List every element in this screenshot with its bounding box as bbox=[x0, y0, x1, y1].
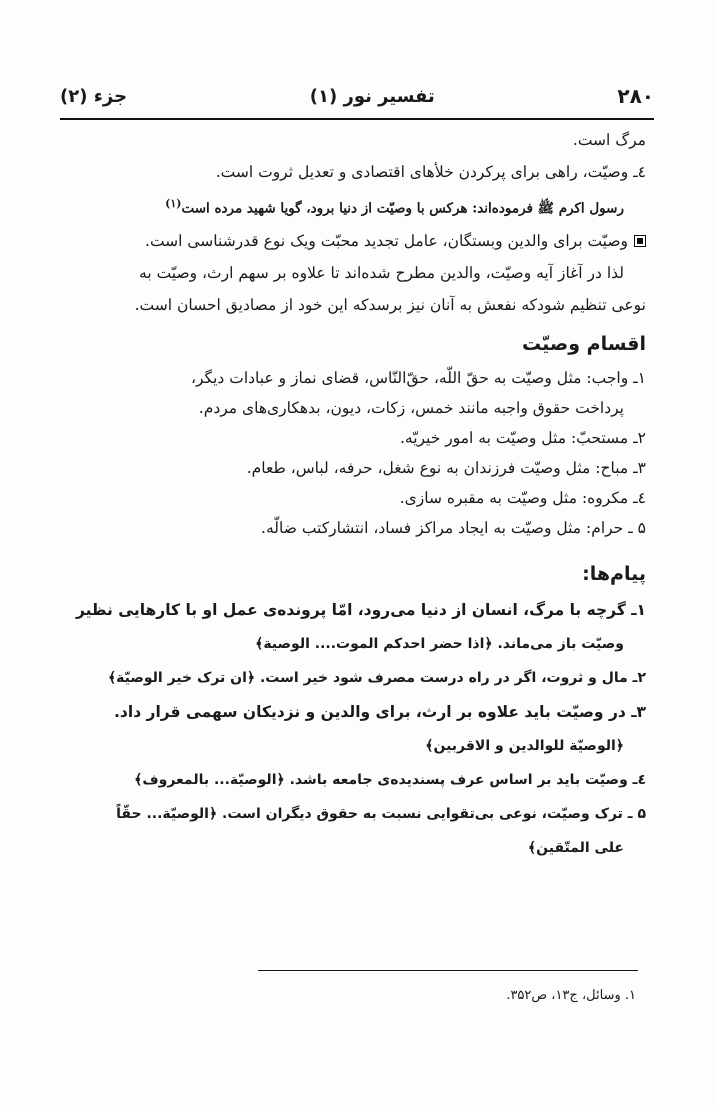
intro-paragraph-line-2: لذا در آغاز آیه وصیّت، والدین مطرح شده‌اند تا علاوه بر سهم ارث، وصیّت به bbox=[139, 263, 624, 282]
message-1: ۱ـ گرچه با مرگ، انسان از دنیا می‌رود، امّا پرونده‌ی عمل او با کارهایی نظیر bbox=[75, 600, 646, 619]
running-header bbox=[60, 78, 654, 114]
types-item-1-cont: پرداخت حقوق واجبه مانند خمس، زکات، دیون، بدهکاری‌های مردم. bbox=[198, 398, 624, 417]
hadith-line bbox=[60, 188, 646, 225]
intro-p1: وصیّت برای والدین وبستگان، عامل تجدید محبّت ویک نوع قدرشناسی است. bbox=[145, 231, 628, 250]
messages-heading: پیام‌ها: bbox=[582, 562, 646, 585]
part-label: جزء (۲) bbox=[60, 85, 128, 107]
types-item-5: ۵ ـ حرام: مثل وصیّت به ایجاد مراکز فساد، انتشارکتب ضالّه. bbox=[261, 518, 646, 537]
header-rule bbox=[60, 118, 654, 120]
message-3: ۳ـ در وصیّت باید علاوه بر ارث، برای والدین و نزدیکان سهمی قرار داد. bbox=[114, 702, 646, 721]
types-heading: اقسام وصیّت bbox=[521, 332, 646, 355]
footnote: ۱. وسائل، ج۱۳، ص۳۵۲. bbox=[506, 988, 636, 1003]
message-5-cont: علی المتّقین﴾ bbox=[527, 839, 624, 856]
types-item-3: ۳ـ مباح: مثل وصیّت فرزندان به نوع شغل، حرفه، لباس، طعام. bbox=[246, 458, 646, 477]
message-2: ۲ـ مال و ثروت، اگر در راه درست مصرف شود خیر است. ﴿ان ترک خیر الوصیّة﴾ bbox=[107, 669, 646, 686]
intro-line-2: ٤ـ وصیّت، راهی برای پرکردن خلأهای اقتصادی و تعدیل ثروت است. bbox=[215, 163, 646, 181]
page-number: ۲۸۰ bbox=[617, 84, 654, 108]
footnote-ref: (۱) bbox=[165, 197, 182, 210]
message-3-cont: ﴿الوصیّة للوالدین و الاقربین﴾ bbox=[425, 737, 624, 754]
footnote-rule bbox=[258, 970, 638, 971]
types-item-4: ٤ـ مکروه: مثل وصیّت به مقبره سازی. bbox=[399, 488, 646, 507]
types-item-2: ۲ـ مستحبّ: مثل وصیّت به امور خیریّه. bbox=[399, 428, 646, 447]
message-1-cont: وصیّت باز می‌ماند. ﴿اذا حضر احدکم الموت.... الوصیة﴾ bbox=[255, 635, 624, 652]
types-item-1: ۱ـ واجب: مثل وصیّت به حقّ اللّه، حقّ‌النّاس، قضای نماز و عبادات دیگر، bbox=[191, 368, 646, 387]
intro-line-1: مرگ است. bbox=[572, 131, 646, 149]
message-5: ۵ ـ ترک وصیّت، نوعی بی‌تقوایی نسبت به حقوق دیگران است. ﴿الوصیّة... حقّاً bbox=[116, 805, 646, 822]
book-title: تفسیر نور (۱) bbox=[309, 85, 435, 107]
intro-paragraph-line-3: نوعی تنظیم شودکه نفعش به آنان نیز برسدکه این خود از مصادیق احسان است. bbox=[134, 295, 646, 314]
bullet-square-icon bbox=[634, 235, 646, 247]
intro-paragraph-line-1 bbox=[60, 225, 646, 257]
message-4: ٤ـ وصیّت باید بر اساس عرف پسندیده‌ی جامعه باشد. ﴿الوصیّة... بالمعروف﴾ bbox=[134, 771, 646, 788]
hadith-text: رسول اکرم ﷺ فرموده‌اند: هرکس با وصیّت از دنیا برود، گویا شهید مرده است bbox=[181, 200, 624, 217]
page-body bbox=[60, 124, 646, 865]
